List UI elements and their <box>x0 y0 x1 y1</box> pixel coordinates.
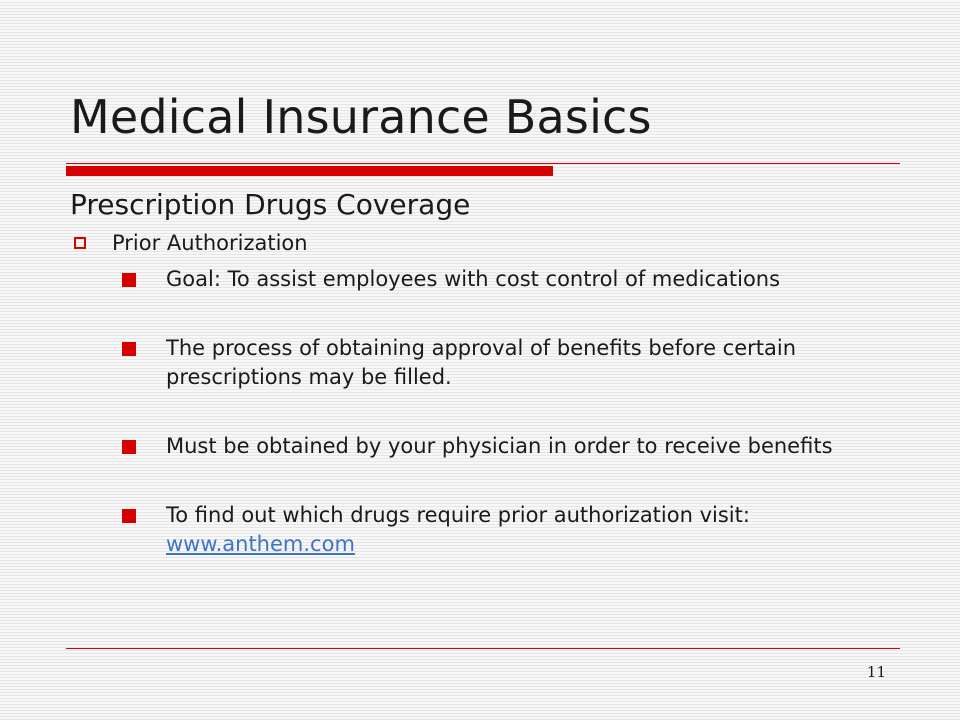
filled-square-bullet-icon <box>122 509 136 523</box>
anthem-link[interactable]: www.anthem.com <box>166 532 355 556</box>
bullet-item-process <box>120 334 860 392</box>
bullet-text: Must be obtained by your physician in order to receive benefits <box>166 434 833 458</box>
bullet-item-physician <box>120 432 860 461</box>
page-title: Medical Insurance Basics <box>70 90 652 144</box>
footer-divider-line <box>66 648 900 649</box>
bullet-text: To find out which drugs require prior authorization visit: <box>166 503 750 527</box>
title-accent-bar <box>66 166 553 176</box>
section-subtitle: Prescription Drugs Coverage <box>70 188 471 221</box>
filled-square-bullet-icon <box>122 342 136 356</box>
section-heading-label: Prior Authorization <box>112 231 308 255</box>
filled-square-bullet-icon <box>122 273 136 287</box>
filled-square-bullet-icon <box>122 440 136 454</box>
bullet-text: Goal: To assist employees with cost control of medications <box>166 267 781 291</box>
bullet-list <box>120 265 860 559</box>
hollow-square-bullet-icon <box>74 237 86 249</box>
bullet-item-find-out <box>120 501 860 559</box>
page-number: 11 <box>866 663 886 681</box>
bullet-text: The process of obtaining approval of benefits before certain prescriptions may be filled. <box>166 336 797 389</box>
bullet-item-goal <box>120 265 860 294</box>
title-divider-line <box>66 163 900 164</box>
section-heading <box>74 228 308 258</box>
